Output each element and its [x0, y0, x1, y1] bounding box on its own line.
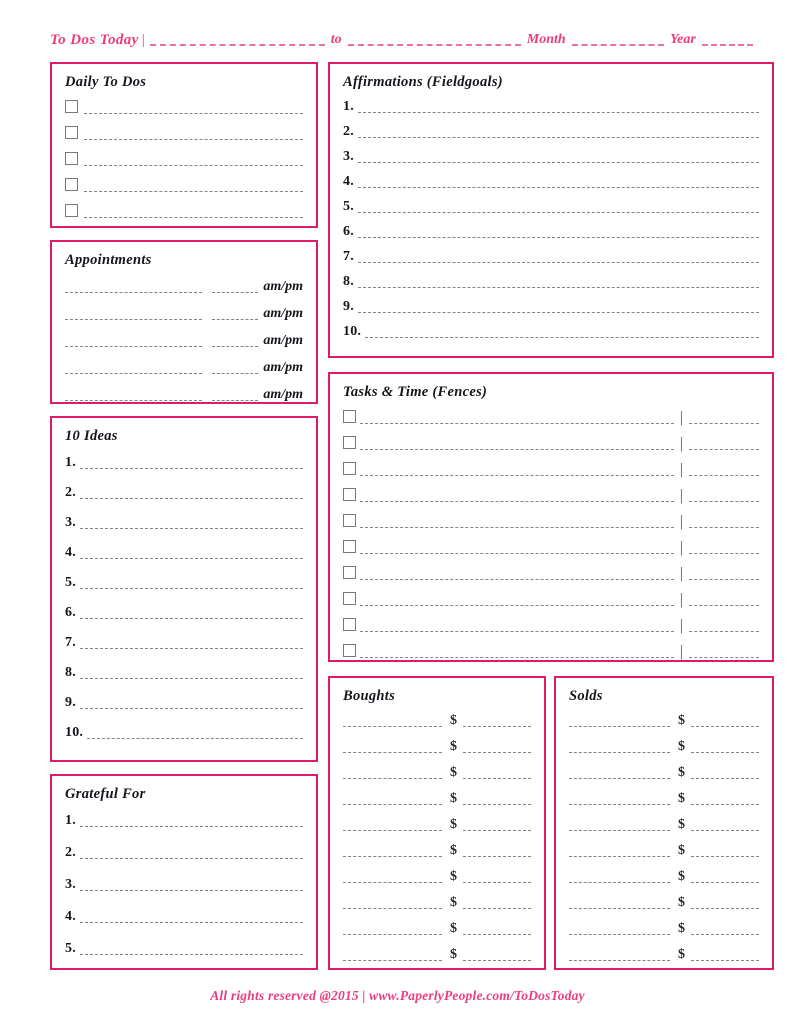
list-row — [65, 910, 303, 923]
task-time-line[interactable] — [689, 595, 759, 606]
task-checkbox[interactable] — [343, 540, 356, 553]
list-row — [65, 878, 303, 891]
idea-number: 3. — [65, 515, 76, 530]
sold-amount-line[interactable] — [691, 742, 759, 753]
list-row — [569, 922, 759, 935]
task-time-line[interactable] — [689, 465, 759, 476]
affirmation-number: 9. — [343, 299, 354, 314]
bought-currency-symbol: $ — [450, 739, 457, 754]
list-row — [343, 225, 759, 238]
task-write-line[interactable] — [360, 647, 674, 658]
list-row — [343, 566, 759, 580]
task-time-line[interactable] — [689, 439, 759, 450]
solds-title: Solds — [569, 688, 603, 704]
idea-number: 4. — [65, 545, 76, 560]
list-row — [65, 388, 303, 401]
sold-currency-symbol: $ — [678, 739, 685, 754]
sold-currency-symbol: $ — [678, 713, 685, 728]
list-row — [343, 896, 531, 909]
bought-currency-symbol: $ — [450, 869, 457, 884]
task-divider: | — [679, 461, 683, 478]
sold-currency-symbol: $ — [678, 947, 685, 962]
header-year-label: Year — [670, 32, 696, 47]
idea-number: 6. — [65, 605, 76, 620]
task-divider: | — [679, 591, 683, 608]
sold-item-line[interactable] — [569, 872, 670, 883]
list-row — [65, 126, 303, 140]
sold-item-line[interactable] — [569, 716, 670, 727]
boughts-title: Boughts — [343, 688, 396, 704]
list-row — [343, 325, 759, 338]
task-time-line[interactable] — [689, 647, 759, 658]
grateful-for-title: Grateful For — [65, 786, 146, 802]
idea-number: 7. — [65, 635, 76, 650]
bought-currency-symbol: $ — [450, 765, 457, 780]
appointment-ampm-label: am/pm — [263, 387, 303, 402]
task-divider: | — [679, 513, 683, 530]
bought-amount-line[interactable] — [463, 898, 531, 909]
month-blank[interactable] — [572, 35, 664, 46]
task-write-line[interactable] — [360, 569, 674, 580]
affirmation-write-line[interactable] — [358, 252, 759, 263]
idea-write-line[interactable] — [80, 608, 303, 619]
sold-currency-symbol: $ — [678, 791, 685, 806]
affirmation-number: 1. — [343, 99, 354, 114]
affirmation-write-line[interactable] — [358, 152, 759, 163]
task-checkbox[interactable] — [343, 488, 356, 501]
task-time-line[interactable] — [689, 517, 759, 528]
grateful-write-line[interactable] — [80, 912, 303, 923]
idea-number: 9. — [65, 695, 76, 710]
affirmation-write-line[interactable] — [358, 277, 759, 288]
affirmation-number: 2. — [343, 124, 354, 139]
date-from-blank[interactable] — [150, 35, 325, 46]
grateful-write-line[interactable] — [80, 944, 303, 955]
list-row — [569, 818, 759, 831]
task-time-line[interactable] — [689, 413, 759, 424]
sold-item-line[interactable] — [569, 924, 670, 935]
appointment-time-line[interactable] — [212, 390, 258, 401]
appointment-write-line[interactable] — [65, 390, 202, 401]
list-row — [343, 870, 531, 883]
sold-currency-symbol: $ — [678, 921, 685, 936]
sold-currency-symbol: $ — [678, 895, 685, 910]
list-row — [65, 178, 303, 192]
task-divider: | — [679, 643, 683, 660]
idea-write-line[interactable] — [80, 458, 303, 469]
list-row — [343, 175, 759, 188]
list-row — [65, 516, 303, 529]
sold-item-line[interactable] — [569, 742, 670, 753]
idea-write-line[interactable] — [80, 668, 303, 679]
appointment-time-line[interactable] — [212, 309, 258, 320]
list-row — [65, 942, 303, 955]
list-row — [569, 792, 759, 805]
todo-checkbox[interactable] — [65, 178, 78, 191]
task-divider: | — [679, 617, 683, 634]
list-row — [65, 486, 303, 499]
sold-item-line[interactable] — [569, 768, 670, 779]
bought-currency-symbol: $ — [450, 947, 457, 962]
list-row — [343, 488, 759, 502]
appointment-ampm-label: am/pm — [263, 306, 303, 321]
list-row — [65, 606, 303, 619]
page-header — [50, 27, 755, 53]
footer-copyright: All rights reserved @2015 | www.PaperlyPeople.com/ToDosToday — [210, 988, 585, 1003]
bought-amount-line[interactable] — [463, 872, 531, 883]
idea-write-line[interactable] — [80, 518, 303, 529]
idea-number: 5. — [65, 575, 76, 590]
appointment-ampm-label: am/pm — [263, 279, 303, 294]
sold-amount-line[interactable] — [691, 872, 759, 883]
section-daily-to-dos — [50, 62, 318, 228]
appointment-write-line[interactable] — [65, 363, 202, 374]
list-row — [65, 696, 303, 709]
grateful-write-line[interactable] — [80, 880, 303, 891]
sold-amount-line[interactable] — [691, 898, 759, 909]
list-row — [65, 814, 303, 827]
appointment-ampm-label: am/pm — [263, 360, 303, 375]
date-to-blank[interactable] — [348, 35, 521, 46]
list-row — [65, 280, 303, 293]
affirmation-write-line[interactable] — [358, 202, 759, 213]
idea-write-line[interactable] — [80, 548, 303, 559]
appointment-write-line[interactable] — [65, 336, 202, 347]
sold-currency-symbol: $ — [678, 765, 685, 780]
list-row — [343, 436, 759, 450]
task-time-line[interactable] — [689, 543, 759, 554]
page-title: To Dos Today — [50, 31, 139, 48]
task-divider: | — [679, 435, 683, 452]
bought-amount-line[interactable] — [463, 950, 531, 961]
todo-checkbox[interactable] — [65, 152, 78, 165]
bought-item-line[interactable] — [343, 924, 442, 935]
bought-amount-line[interactable] — [463, 846, 531, 857]
task-checkbox[interactable] — [343, 592, 356, 605]
grateful-number: 5. — [65, 941, 76, 956]
bought-amount-line[interactable] — [463, 768, 531, 779]
list-row — [65, 100, 303, 114]
list-row — [343, 948, 531, 961]
task-write-line[interactable] — [360, 491, 674, 502]
task-checkbox[interactable] — [343, 436, 356, 449]
header-separator: | — [141, 31, 145, 48]
list-row — [343, 100, 759, 113]
section-tasks-and-time — [328, 372, 774, 662]
list-row — [65, 152, 303, 166]
sold-amount-line[interactable] — [691, 820, 759, 831]
section-grateful-for — [50, 774, 318, 970]
section-appointments — [50, 240, 318, 404]
grateful-number: 1. — [65, 813, 76, 828]
list-row — [65, 456, 303, 469]
sold-currency-symbol: $ — [678, 869, 685, 884]
bought-item-line[interactable] — [343, 950, 442, 961]
task-write-line[interactable] — [360, 517, 674, 528]
bought-amount-line[interactable] — [463, 716, 531, 727]
bought-item-line[interactable] — [343, 820, 442, 831]
list-row — [65, 576, 303, 589]
list-row — [343, 125, 759, 138]
idea-number: 8. — [65, 665, 76, 680]
sold-amount-line[interactable] — [691, 768, 759, 779]
bought-item-line[interactable] — [343, 872, 442, 883]
list-row — [65, 307, 303, 320]
bought-currency-symbol: $ — [450, 895, 457, 910]
list-row — [343, 275, 759, 288]
list-row — [343, 200, 759, 213]
idea-write-line[interactable] — [87, 728, 303, 739]
affirmation-write-line[interactable] — [365, 327, 759, 338]
task-divider: | — [679, 565, 683, 582]
sold-currency-symbol: $ — [678, 817, 685, 832]
sold-amount-line[interactable] — [691, 794, 759, 805]
affirmation-write-line[interactable] — [358, 227, 759, 238]
bought-amount-line[interactable] — [463, 742, 531, 753]
todo-write-line[interactable] — [84, 207, 303, 218]
task-time-line[interactable] — [689, 621, 759, 632]
idea-number: 10. — [65, 725, 84, 740]
task-write-line[interactable] — [360, 465, 674, 476]
list-row — [343, 922, 531, 935]
sold-amount-line[interactable] — [691, 924, 759, 935]
list-row — [65, 846, 303, 859]
task-time-line[interactable] — [689, 569, 759, 580]
todo-write-line[interactable] — [84, 103, 303, 114]
affirmations-title: Affirmations (Fieldgoals) — [343, 74, 503, 90]
list-row — [65, 666, 303, 679]
task-write-line[interactable] — [360, 621, 674, 632]
list-row — [65, 726, 303, 739]
bought-currency-symbol: $ — [450, 817, 457, 832]
affirmation-write-line[interactable] — [358, 302, 759, 313]
list-row — [343, 618, 759, 632]
list-row — [343, 540, 759, 554]
list-row — [65, 361, 303, 374]
ten-ideas-title: 10 Ideas — [65, 428, 118, 444]
section-boughts — [328, 676, 546, 970]
list-row — [569, 766, 759, 779]
list-row — [343, 792, 531, 805]
task-time-line[interactable] — [689, 491, 759, 502]
list-row — [343, 592, 759, 606]
sold-item-line[interactable] — [569, 794, 670, 805]
task-checkbox[interactable] — [343, 644, 356, 657]
sold-item-line[interactable] — [569, 950, 670, 961]
list-row — [343, 462, 759, 476]
todo-write-line[interactable] — [84, 129, 303, 140]
list-row — [343, 250, 759, 263]
list-row — [343, 740, 531, 753]
bought-currency-symbol: $ — [450, 713, 457, 728]
grateful-write-line[interactable] — [80, 816, 303, 827]
list-row — [65, 636, 303, 649]
task-write-line[interactable] — [360, 439, 674, 450]
list-row — [569, 870, 759, 883]
sold-amount-line[interactable] — [691, 846, 759, 857]
idea-write-line[interactable] — [80, 698, 303, 709]
todo-write-line[interactable] — [84, 155, 303, 166]
list-row — [343, 714, 531, 727]
bought-item-line[interactable] — [343, 768, 442, 779]
task-write-line[interactable] — [360, 543, 674, 554]
bought-amount-line[interactable] — [463, 924, 531, 935]
section-ten-ideas — [50, 416, 318, 762]
sold-currency-symbol: $ — [678, 843, 685, 858]
affirmation-write-line[interactable] — [358, 177, 759, 188]
task-write-line[interactable] — [360, 413, 674, 424]
grateful-number: 3. — [65, 877, 76, 892]
task-divider: | — [679, 487, 683, 504]
list-row — [343, 150, 759, 163]
task-divider: | — [679, 539, 683, 556]
grateful-write-line[interactable] — [80, 848, 303, 859]
list-row — [569, 896, 759, 909]
appointment-time-line[interactable] — [212, 336, 258, 347]
list-row — [569, 948, 759, 961]
bought-item-line[interactable] — [343, 716, 442, 727]
bought-item-line[interactable] — [343, 742, 442, 753]
affirmation-number: 5. — [343, 199, 354, 214]
todo-checkbox[interactable] — [65, 126, 78, 139]
todo-write-line[interactable] — [84, 181, 303, 192]
task-checkbox[interactable] — [343, 566, 356, 579]
affirmation-write-line[interactable] — [358, 102, 759, 113]
list-row — [569, 844, 759, 857]
grateful-number: 2. — [65, 845, 76, 860]
list-row — [343, 766, 531, 779]
list-row — [65, 334, 303, 347]
sold-item-line[interactable] — [569, 846, 670, 857]
task-checkbox[interactable] — [343, 514, 356, 527]
daily-to-dos-title: Daily To Dos — [65, 74, 147, 90]
task-write-line[interactable] — [360, 595, 674, 606]
affirmation-number: 4. — [343, 174, 354, 189]
affirmation-number: 6. — [343, 224, 354, 239]
list-row — [343, 844, 531, 857]
task-checkbox[interactable] — [343, 410, 356, 423]
task-divider: | — [679, 409, 683, 426]
affirmation-number: 8. — [343, 274, 354, 289]
sold-item-line[interactable] — [569, 898, 670, 909]
todo-checkbox[interactable] — [65, 100, 78, 113]
appointment-write-line[interactable] — [65, 282, 202, 293]
sold-amount-line[interactable] — [691, 950, 759, 961]
bought-amount-line[interactable] — [463, 820, 531, 831]
appointment-time-line[interactable] — [212, 363, 258, 374]
sold-item-line[interactable] — [569, 820, 670, 831]
todo-checkbox[interactable] — [65, 204, 78, 217]
list-row — [343, 818, 531, 831]
list-row — [343, 300, 759, 313]
list-row — [343, 410, 759, 424]
idea-write-line[interactable] — [80, 488, 303, 499]
idea-number: 2. — [65, 485, 76, 500]
header-to-label: to — [330, 32, 342, 47]
header-month-label: Month — [526, 32, 566, 47]
idea-write-line[interactable] — [80, 578, 303, 589]
grateful-number: 4. — [65, 909, 76, 924]
section-affirmations — [328, 62, 774, 358]
task-checkbox[interactable] — [343, 462, 356, 475]
affirmation-number: 7. — [343, 249, 354, 264]
bought-currency-symbol: $ — [450, 791, 457, 806]
year-blank[interactable] — [702, 35, 753, 46]
affirmation-write-line[interactable] — [358, 127, 759, 138]
bought-currency-symbol: $ — [450, 921, 457, 936]
bought-item-line[interactable] — [343, 846, 442, 857]
task-checkbox[interactable] — [343, 618, 356, 631]
list-row — [569, 714, 759, 727]
bought-item-line[interactable] — [343, 794, 442, 805]
bought-amount-line[interactable] — [463, 794, 531, 805]
affirmation-number: 10. — [343, 324, 362, 339]
bought-currency-symbol: $ — [450, 843, 457, 858]
appointment-write-line[interactable] — [65, 309, 202, 320]
list-row — [65, 204, 303, 218]
list-row — [65, 546, 303, 559]
tasks-and-time-title: Tasks & Time (Fences) — [343, 384, 488, 400]
appointments-title: Appointments — [65, 252, 152, 268]
affirmation-number: 3. — [343, 149, 354, 164]
idea-write-line[interactable] — [80, 638, 303, 649]
list-row — [343, 514, 759, 528]
sold-amount-line[interactable] — [691, 716, 759, 727]
appointment-time-line[interactable] — [212, 282, 258, 293]
appointment-ampm-label: am/pm — [263, 333, 303, 348]
list-row — [569, 740, 759, 753]
idea-number: 1. — [65, 455, 76, 470]
section-solds — [554, 676, 774, 970]
bought-item-line[interactable] — [343, 898, 442, 909]
list-row — [343, 644, 759, 658]
